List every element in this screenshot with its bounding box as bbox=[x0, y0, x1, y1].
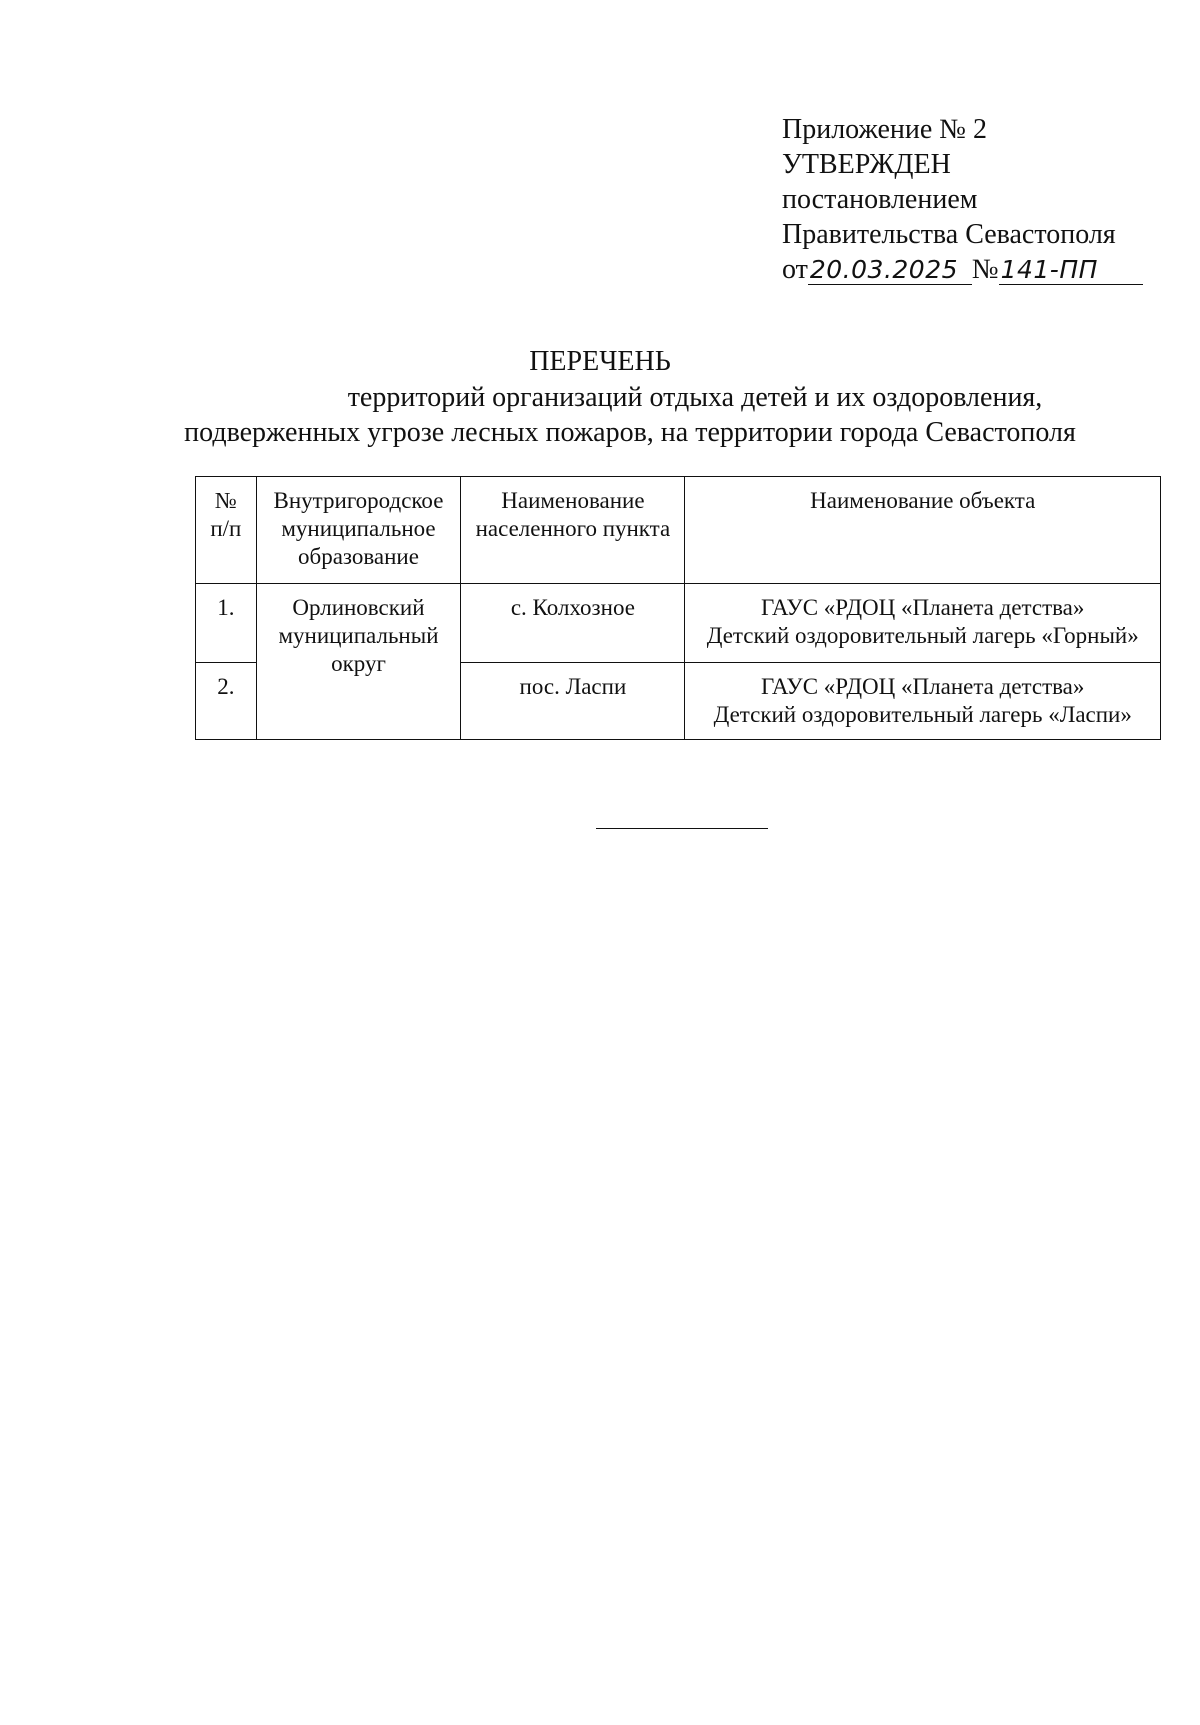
municipality-cell: Орлиновский муниципальный округ bbox=[256, 584, 461, 740]
table-header-row bbox=[196, 477, 1161, 584]
object-cell: ГАУС «РДОЦ «Планета детства» Детский оздоровительный лагерь «Ласпи» bbox=[685, 663, 1161, 740]
appendix-label: Приложение № 2 bbox=[782, 114, 987, 145]
from-prefix: от bbox=[782, 254, 808, 285]
header-num: № п/п bbox=[196, 477, 257, 584]
handwritten-number: 141-ПП bbox=[999, 256, 1143, 285]
resolution-date-line bbox=[782, 252, 1142, 287]
number-sign: № bbox=[971, 254, 999, 285]
handwritten-date: 20.03.2025 bbox=[808, 256, 972, 285]
resolution-label: постановлением bbox=[782, 184, 978, 215]
object-cell: ГАУС «РДОЦ «Планета детства» Детский оздоровительный лагерь «Горный» bbox=[685, 584, 1161, 663]
subtitle-line-1: территорий организаций отдыха детей и их оздоровления, bbox=[347, 382, 1043, 413]
document-subtitle bbox=[150, 380, 1150, 450]
government-label: Правительства Севастополя bbox=[782, 219, 1116, 250]
approved-label: УТВЕРЖДЕН bbox=[782, 149, 951, 180]
territories-table bbox=[195, 476, 1161, 740]
header-municipality: Внутригородское муниципальное образование bbox=[256, 477, 461, 584]
header-settlement: Наименование населенного пункта bbox=[461, 477, 685, 584]
settlement-cell: с. Колхозное bbox=[461, 584, 685, 663]
header-object: Наименование объекта bbox=[685, 477, 1161, 584]
document-title: ПЕРЕЧЕНЬ bbox=[529, 346, 671, 377]
settlement-cell: пос. Ласпи bbox=[461, 663, 685, 740]
subtitle-line-2: подверженных угрозе лесных пожаров, на территории города Севастополя bbox=[184, 417, 1076, 448]
end-divider bbox=[596, 828, 768, 829]
row-num: 1. bbox=[196, 584, 257, 663]
row-num: 2. bbox=[196, 663, 257, 740]
approval-block bbox=[782, 112, 1142, 287]
table-row bbox=[196, 584, 1161, 663]
